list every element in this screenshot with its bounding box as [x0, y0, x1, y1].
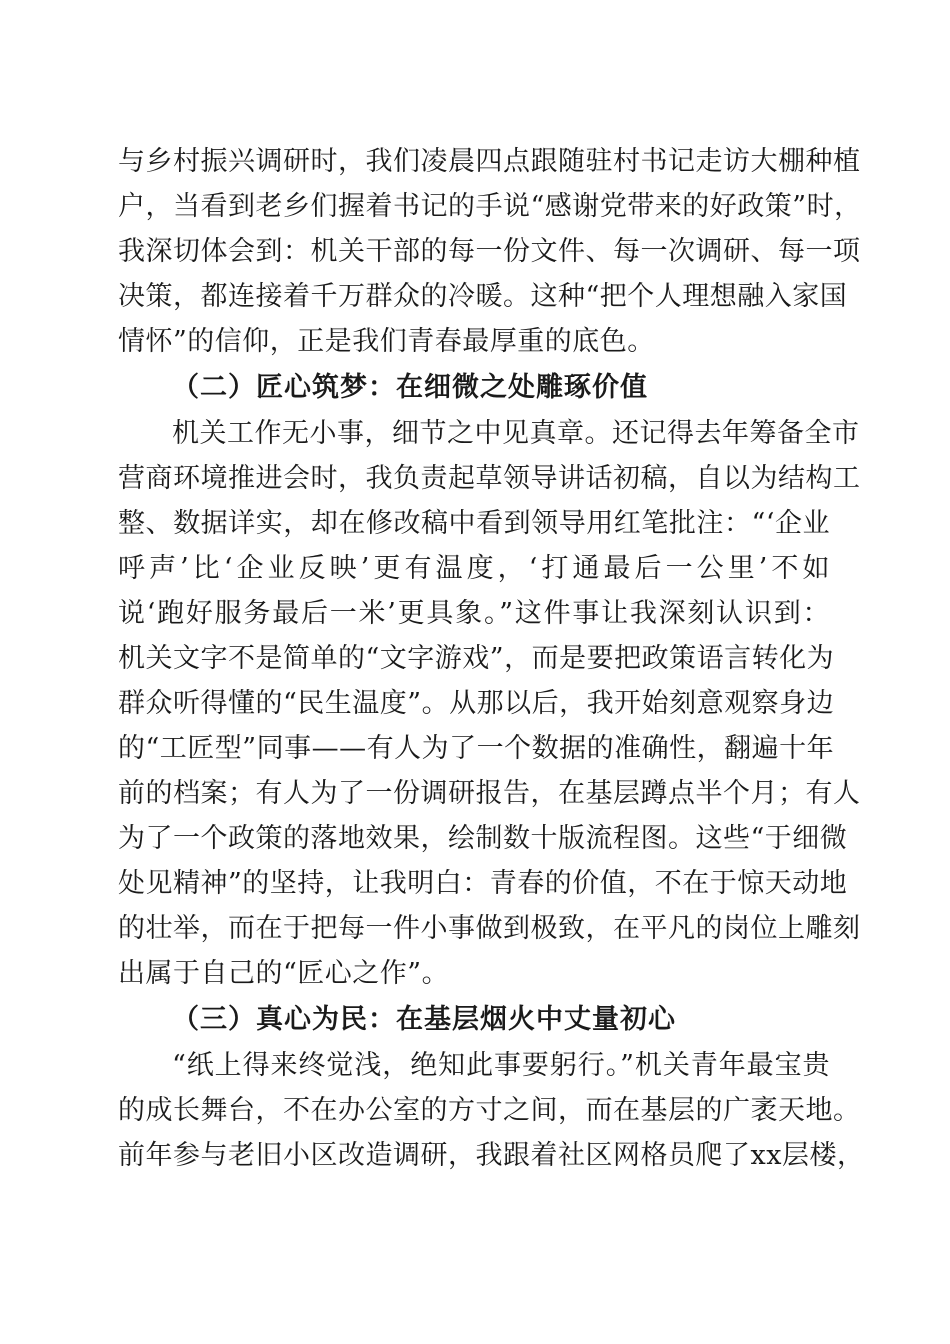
paragraph-line: 户，当看到老乡们握着书记的手说“感谢党带来的好政策”时，: [118, 191, 862, 222]
paragraph-line: 群众听得懂的“民生温度”。从那以后，我开始刻意观察身边: [118, 688, 835, 719]
paragraph-line: 决策，都连接着千万群众的冷暖。这种“把个人理想融入家国: [118, 281, 848, 312]
paragraph-line: 说‘跑好服务最后一米’更具象。”这件事让我深刻认识到：: [118, 598, 830, 629]
paragraph-line: 前年参与老旧小区改造调研，我跟着社区网格员爬了xx层楼，: [118, 1140, 865, 1171]
paragraph-line: 出属于自己的“匠心之作”。: [118, 958, 450, 989]
paragraph-line: 前的档案；有人为了一份调研报告，在基层蹲点半个月；有人: [118, 778, 861, 809]
paragraph-line: 的“工匠型”同事——有人为了一个数据的准确性，翻遍十年: [118, 733, 835, 764]
paragraph-line: 与乡村振兴调研时，我们凌晨四点跟随驻村书记走访大棚种植: [118, 146, 861, 177]
paragraph-line: 的成长舞台，不在办公室的方寸之间，而在基层的广袤天地。: [118, 1095, 861, 1126]
paragraph-line: 情怀”的信仰，正是我们青春最厚重的底色。: [118, 326, 655, 357]
paragraph-line: 整、数据详实，却在修改稿中看到领导用红笔批注：“‘企业: [118, 508, 830, 539]
paragraph-line: 呼声’比‘企业反映’更有温度，‘打通最后一公里’不如: [118, 553, 830, 584]
section-heading: （二）匠心筑梦：在细微之处雕琢价值: [172, 372, 648, 403]
paragraph-line: “纸上得来终觉浅，绝知此事要躬行。”机关青年最宝贵: [172, 1050, 830, 1081]
section-heading: （三）真心为民：在基层烟火中丈量初心: [172, 1004, 676, 1035]
paragraph-line: 为了一个政策的落地效果，绘制数十版流程图。这些“于细微: [118, 823, 848, 854]
paragraph-line: 的壮举，而在于把每一件小事做到极致，在平凡的岗位上雕刻: [118, 913, 861, 944]
paragraph-line: 处见精神”的坚持，让我明白：青春的价值，不在于惊天动地: [118, 868, 848, 899]
paragraph-line: 机关文字不是简单的“文字游戏”，而是要把政策语言转化为: [118, 643, 835, 674]
paragraph-line: 营商环境推进会时，我负责起草领导讲话初稿，自以为结构工: [118, 463, 861, 494]
paragraph-line: 我深切体会到：机关干部的每一份文件、每一次调研、每一项: [118, 236, 861, 267]
paragraph-line: 机关工作无小事，细节之中见真章。还记得去年筹备全市: [172, 418, 860, 449]
